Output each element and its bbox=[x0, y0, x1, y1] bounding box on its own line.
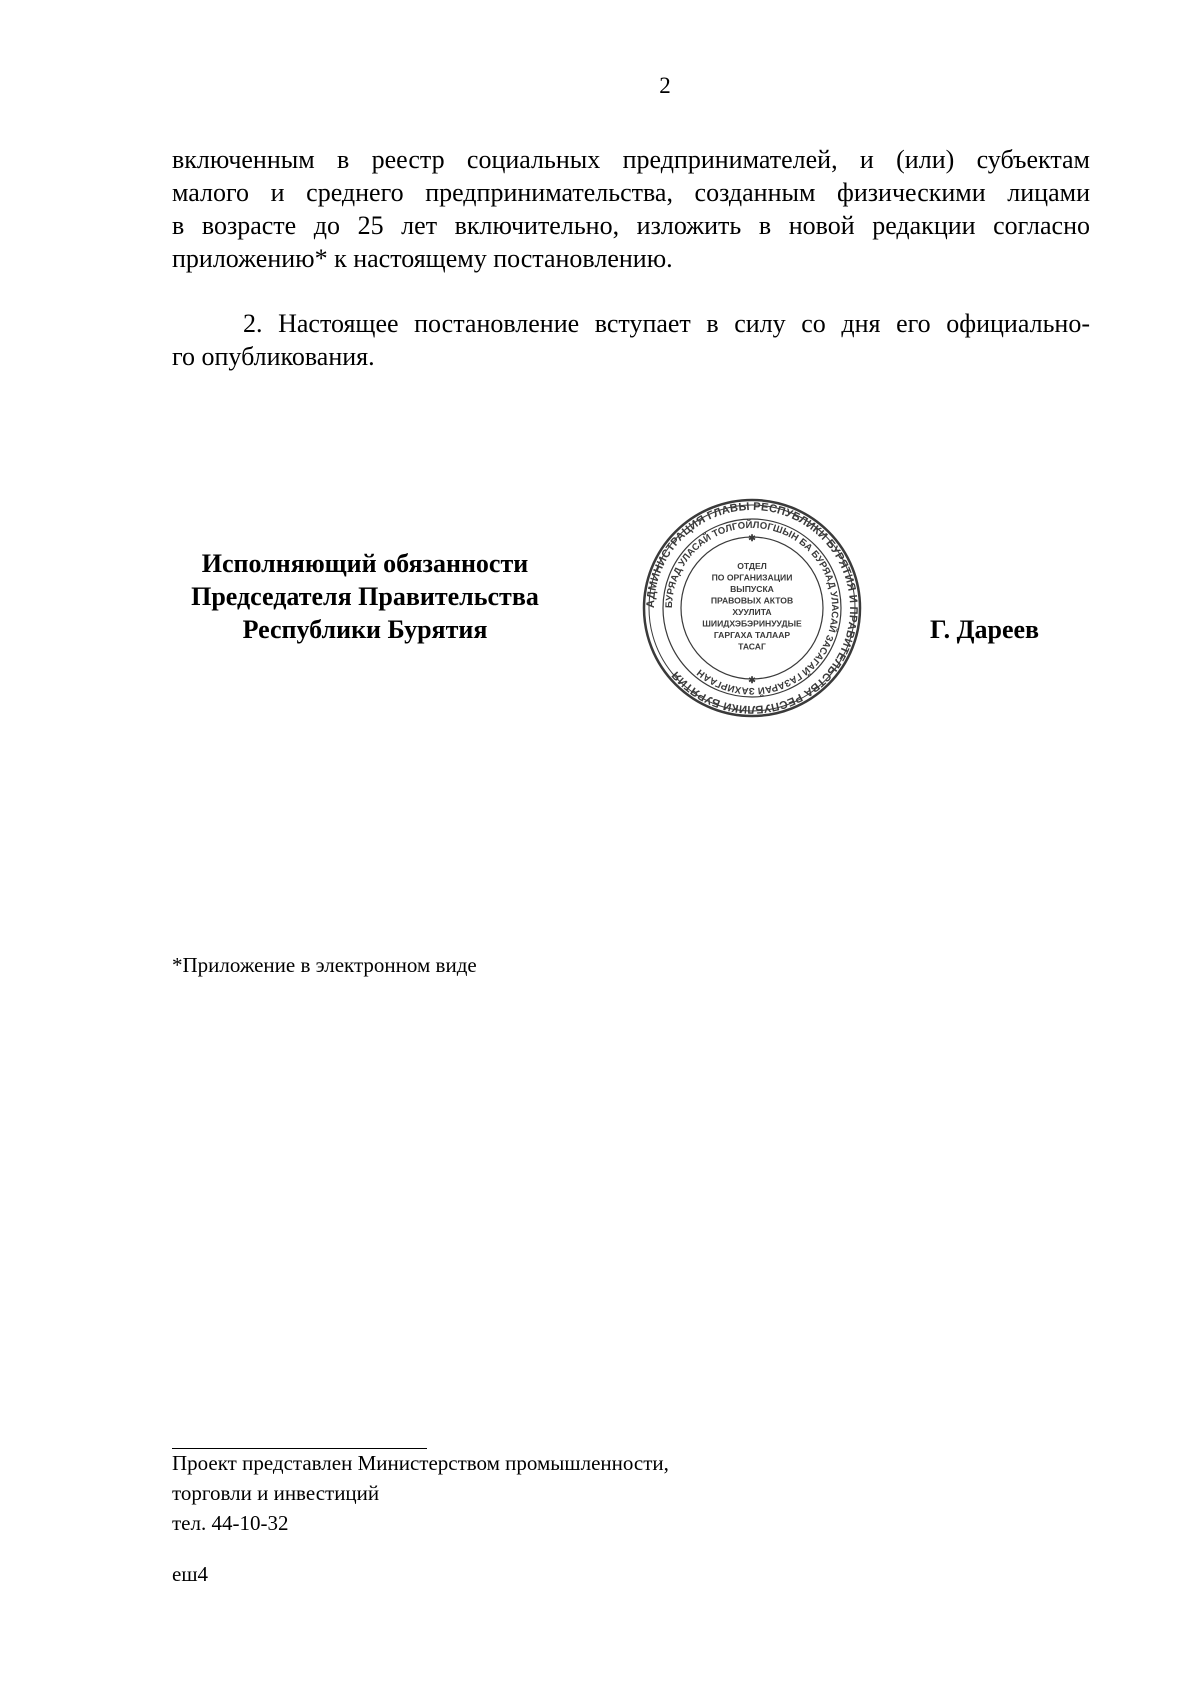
svg-text:ТАСАГ: ТАСАГ bbox=[738, 641, 766, 652]
project-note-line: Проект представлен Министерством промышленности, bbox=[172, 1451, 669, 1475]
svg-text:ОТДЕЛ: ОТДЕЛ bbox=[737, 561, 767, 571]
footnote-attachment: *Приложение в электронном виде bbox=[172, 953, 477, 977]
svg-text:БУРЯАД УЛАСАЙ ТОЛГОЙЛОГШЫН БА: БУРЯАД УЛАСАЙ ТОЛГОЙЛОГШЫН БА БУРЯАД УЛАСАЙ ЗАСАГАЙ ГАЗАРАЙ ЗАХИРГААН bbox=[663, 519, 841, 697]
paragraph-line: малого и среднего предпринимательства, созданным физическими лицами bbox=[172, 178, 1090, 207]
paragraph-continuation bbox=[172, 143, 1090, 275]
svg-text:АДМИНИСТРАЦИЯ ГЛАВЫ РЕСПУБЛИКИ: АДМИНИСТРАЦИЯ ГЛАВЫ РЕСПУБЛИКИ БУРЯТИЯ И ПРАВИТЕЛЬСТВА РЕСПУБЛИКИ БУРЯТИЯ bbox=[644, 500, 860, 716]
paragraph-line: в возрасте до 25 лет включительно, изложить в новой редакции согласно bbox=[172, 211, 1090, 240]
paragraph-line: 2. Настоящее постановление вступает в силу со дня его официально- bbox=[243, 309, 1090, 338]
page-number: 2 bbox=[659, 73, 671, 98]
paragraph-line: го опубликования. bbox=[172, 342, 375, 371]
svg-text:ХУУЛИТА: ХУУЛИТА bbox=[732, 607, 772, 617]
seal-graphic bbox=[641, 497, 863, 719]
project-note-line: тел. 44-10-32 bbox=[172, 1511, 289, 1535]
signatory-title bbox=[160, 547, 570, 646]
document-code: еш4 bbox=[172, 1562, 208, 1586]
paragraph-line: включенным в реестр социальных предпринимателей, и (или) субъектам bbox=[172, 145, 1090, 174]
svg-text:ПРАВОВЫХ АКТОВ: ПРАВОВЫХ АКТОВ bbox=[710, 595, 794, 606]
svg-text:✱: ✱ bbox=[748, 675, 756, 685]
svg-text:ГАРГАХА ТАЛААР: ГАРГАХА ТАЛААР bbox=[713, 630, 791, 640]
signatory-title-line: Председателя Правительства bbox=[191, 582, 539, 611]
project-note bbox=[172, 1448, 669, 1538]
svg-text:✱: ✱ bbox=[748, 533, 756, 543]
svg-text:ВЫПУСКА: ВЫПУСКА bbox=[730, 584, 774, 594]
paragraph-line: приложению* к настоящему постановлению. bbox=[172, 244, 673, 273]
signatory-title-line: Республики Бурятия bbox=[242, 615, 488, 644]
svg-text:ШИИДХЭБЭРИНУУДЫЕ: ШИИДХЭБЭРИНУУДЫЕ bbox=[702, 618, 802, 629]
official-seal bbox=[641, 497, 863, 719]
project-note-line: торговли и инвестиций bbox=[172, 1481, 380, 1505]
paragraph-item-2 bbox=[172, 307, 1090, 373]
signatory-name: Г. Дареев bbox=[930, 615, 1040, 644]
svg-text:ПО ОРГАНИЗАЦИИ: ПО ОРГАНИЗАЦИИ bbox=[711, 572, 793, 583]
signatory-title-line: Исполняющий обязанности bbox=[201, 549, 529, 578]
